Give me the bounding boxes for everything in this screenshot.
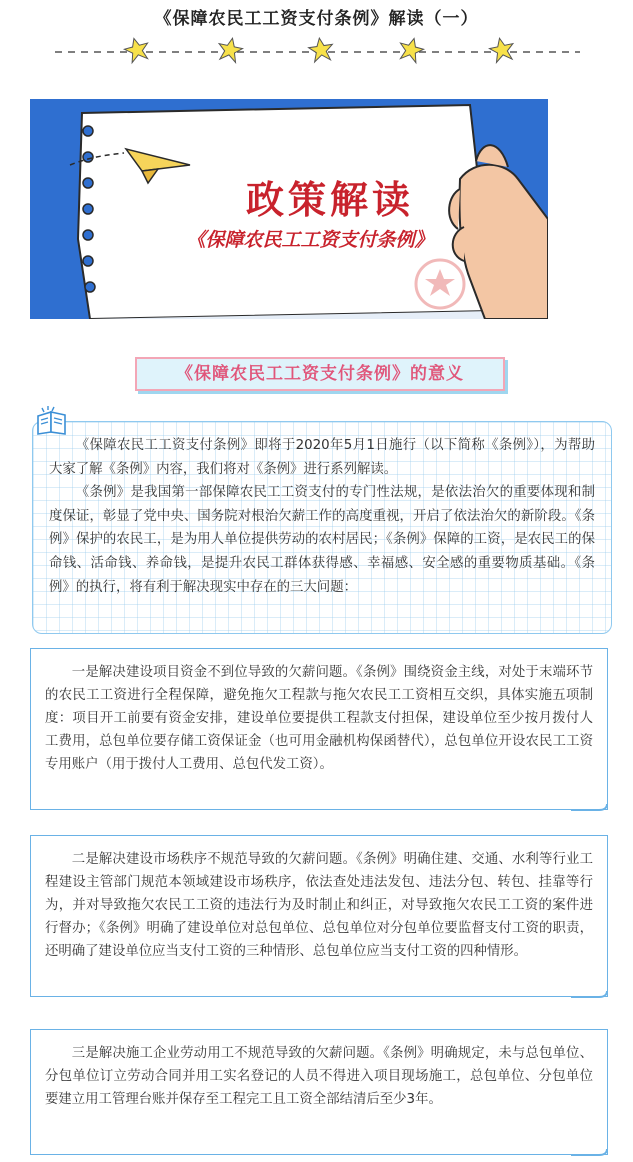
section-heading: 《保障农民工工资支付条例》的意义 — [135, 357, 505, 391]
card-corner-decoration — [569, 990, 609, 1004]
star-icon — [397, 35, 426, 63]
point-paragraph: 三是解决施工企业劳动用工不规范导致的欠薪问题。《条例》明确规定，未与总包单位、分包单位订立劳动合同并用工实名登记的人员不得进入项目现场施工，总包单位、分包单位要建立用工管理台账并保存至工程完工且工资全部结清后至少3年。 — [45, 1046, 593, 1107]
policy-banner — [30, 99, 548, 319]
point-paragraph: 一是解决建设项目资金不到位导致的欠薪问题。《条例》围绕资金主线，对处于末端环节的农民工工资进行全程保障，避免拖欠工程款与拖欠农民工工资相互交织，具体实施五项制度：项目开工前要有资金安排，建设单位要提供工程款支付担保，建设单位至少按月拨付人工费用，总包单位要存储工资保证金（也可用金融机构保函替代），总包单位开设农民工工资专用账户（用于拨付人工费用、总包代发工资）。 — [45, 665, 593, 772]
point-card-2 — [30, 835, 608, 997]
point-card-1 — [30, 648, 608, 810]
star-icon — [122, 35, 151, 63]
card-corner-decoration — [569, 1148, 609, 1162]
point-card-3 — [30, 1029, 608, 1155]
star-icon — [216, 36, 244, 63]
banner-subtitle: 《保障农民工工资支付条例》 — [186, 229, 434, 251]
card-corner-decoration — [569, 803, 609, 817]
intro-paragraph: 《条例》是我国第一部保障农民工工资支付的专门性法规，是依法治欠的重要体现和制度保证，彰显了党中央、国务院对根治欠薪工作的高度重视，开启了依法治欠的新阶段。《条例》保护的农民工，是为用人单位提供劳动的农村居民；《条例》保障的工资，是农民工的保命钱、活命钱、养命钱，是提升农民工群体获得感、幸福感、安全感的重要物质基础。《条例》的执行，将有利于解决现实中存在的三大问题： — [49, 485, 595, 595]
star-icon — [307, 36, 334, 62]
intro-card — [32, 421, 612, 634]
page-title: 《保障农民工工资支付条例》解读（一） — [154, 9, 479, 29]
banner-headline: 政策解读 — [245, 178, 414, 222]
point-paragraph: 二是解决建设市场秩序不规范导致的欠薪问题。《条例》明确住建、交通、水利等行业工程建设主管部门规范本领域建设市场秩序，依法查处违法发包、违法分包、转包、挂靠等行为，并对导致拖欠农民工工资的违法行为及时制止和纠正，对导致拖欠农民工工资的案件进行督办；《条例》明确了建设单位对总包单位、总包单位对分包单位要监督支付工资的职责，还明确了建设单位应当支付工资的三种情形、总包单位应当支付工资的四种情形。 — [45, 852, 593, 959]
star-divider — [55, 32, 580, 72]
star-icon — [488, 36, 516, 63]
intro-paragraph: 《保障农民工工资支付条例》即将于2020年5月1日施行（以下简称《条例》），为帮助大家了解《条例》内容，我们将对《条例》进行系列解读。 — [49, 438, 595, 477]
open-book-icon — [34, 406, 70, 436]
